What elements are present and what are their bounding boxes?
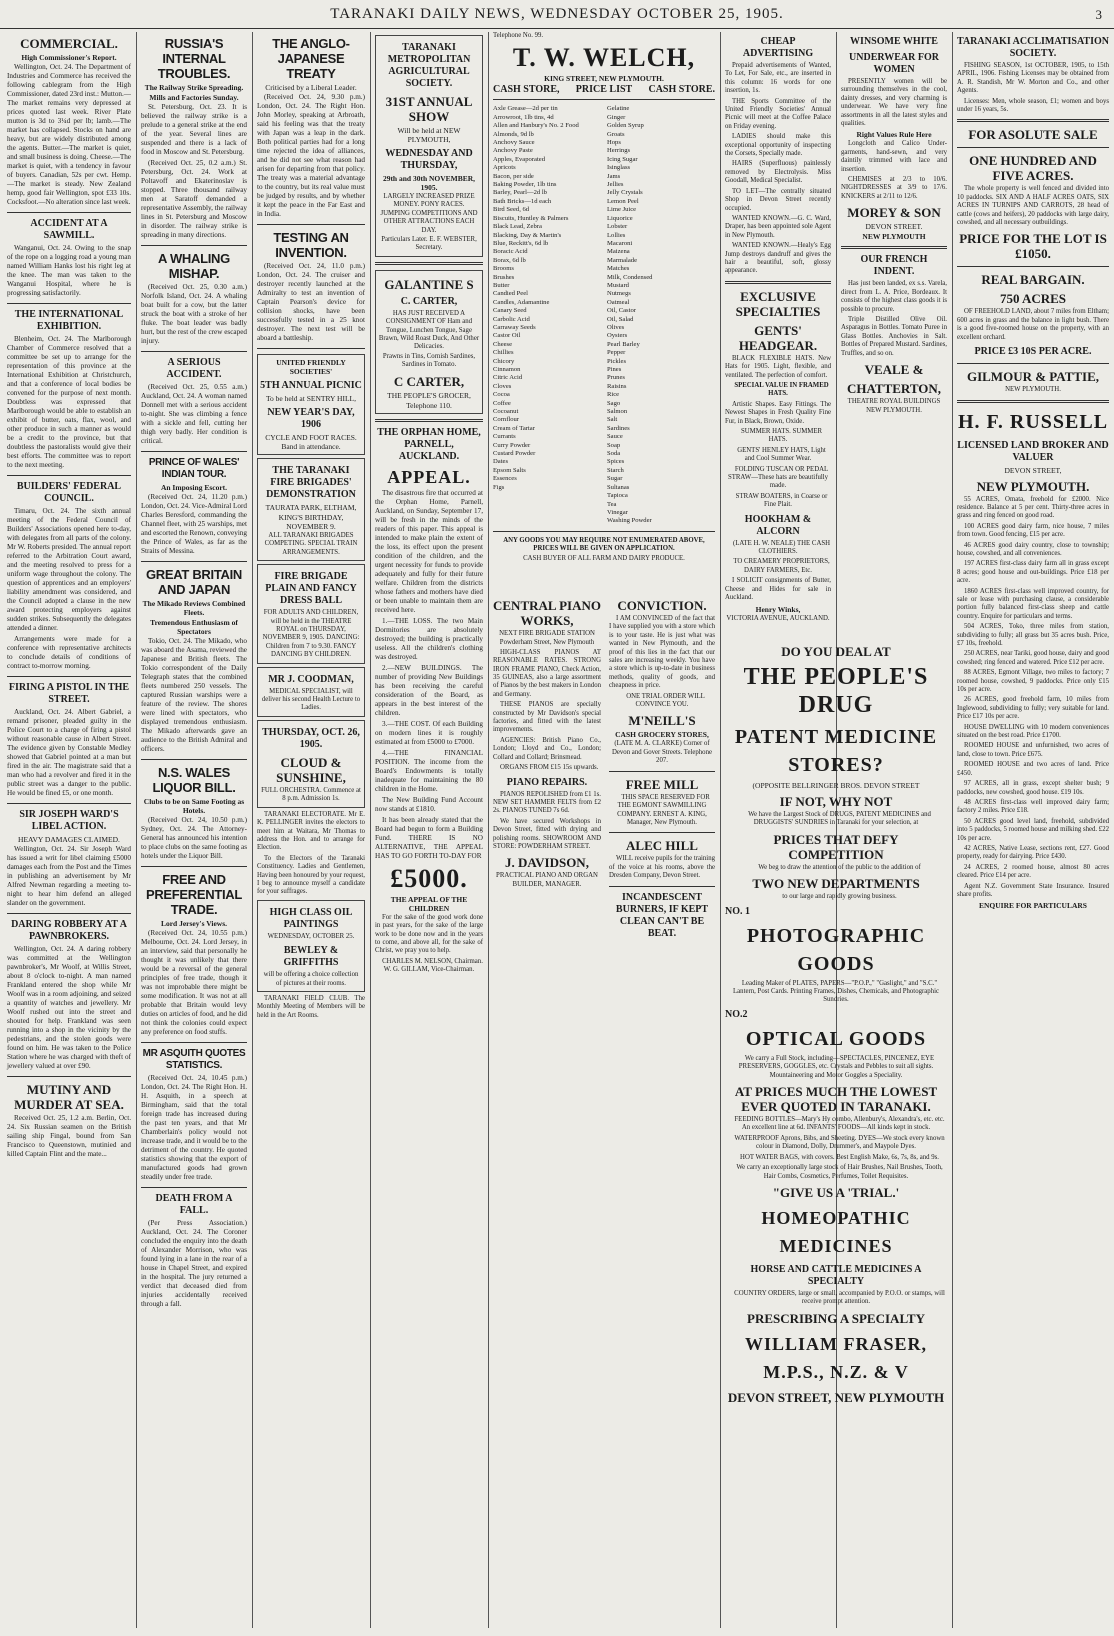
enquire-particulars: ENQUIRE FOR PARTICULARS [979, 901, 1087, 911]
acclimatisation-society: TARANAKI ACCLIMATISATION SOCIETY. [957, 36, 1109, 59]
veale: VEALE & [864, 361, 924, 377]
heading-invention: TESTING AN INVENTION. [273, 230, 349, 260]
land-broker: LICENSED LAND BROKER AND VALUER [957, 439, 1109, 463]
drug-no2: NO.2 [725, 1008, 748, 1020]
drug-two-departments: TWO NEW DEPARTMENTS [752, 876, 920, 892]
welch-phone: Telephone No. 99. [493, 32, 544, 39]
subheading-escort: An Imposing Escort. [160, 483, 228, 492]
ad-fire-brigades: THE TARANAKI FIRE BRIGADES' DEMONSTRATION TAURATA PARK, ELTHAM, KING'S BIRTHDAY, NOVEMBER 9. ALL TARANAKI BRIGADES COMPETING. SPECIAL TRAIN ARRANGEMENTS. [257, 458, 365, 561]
heading-robbery: DARING ROBBERY AT A PAWNBROKERS. [11, 919, 127, 942]
drug-homeopathic: HOMEOPATHIC MEDICINES [761, 1207, 911, 1256]
ad-oil-paintings-title: HIGH CLASS OIL PAINTINGS [269, 906, 353, 930]
drug-peoples-drug: THE PEOPLE'S DRUG [743, 664, 929, 718]
column-5b-left: CENTRAL PIANO WORKS, NEXT FIRE BRIGADE STATION Powderham Street, New Plymouth HIGH-CLASS PIANOS AT REASONABLE RATES. STRONG IRON FRAME PIANO, Check Action, 35 GUINEAS, also a large assortment of Pianos by the best makers in London and Germany. THESE PIANOS are specially constructed by Mr Davidson's special factories, and fitted with the latest improvements. AGENCIES: British Piano Co., London; Lloyd and Co., London; Collard and Collard; Brinsmead. ORGANS FROM £15 15s upwards. PIANO REPAIRS. PIANOS REPOLISHED from £1 1s. NEW SET HAMMER FELTS from £2 2s. PIANOS TUNED 7s 6d. We have secured Workshops in Devon Street, fitted with drying and polishing rooms. SHOWROOM AND STORE: POWDERHAM STREET. J. DAVIDSON, PRACTICAL PIANO AND ORGAN BUILDER, MANAGER. [493, 598, 601, 888]
drug-trial: "GIVE US A 'TRIAL.' [772, 1184, 900, 1200]
drug-fraser: WILLIAM FRASER, M.P.S., N.Z. & V [744, 1333, 928, 1382]
column-3: THE ANGLO-JAPANESE TREATY Criticised by a Liberal Leader. (Received Oct. 24, 9.30 p.m.) London, Oct. 24. The Right Hon. John Morley, speaking at Arbroath, said his feeling was that the treaty with Japan was a leap in the dark. Both political parties had for a long time rejected the idea of alliances, and he did not see what reason had arisen for departing from that policy. The treaty was a material advantage to the country, but its real value must be judged by results, and by whether it kept the peace in the Far East and in India. TESTING AN INVENTION. (Received Oct. 24, 11.0 p.m.) London, Oct. 24. The cruiser and destroyer recently launched at the Admiralty to test an invention of Captain Pearson's device for collision shocks, have been successfully tested in a 25 knot destroyer. The next test will be aboard a battleship. UNITED FRIENDLY SOCIETIES' 5TH ANNUAL PICNIC To be held at SENTRY HILL, NEW YEAR'S DAY, 1906 CYCLE AND FOOT RACES. Band in attendance. THE TARANAKI FIRE BRIGADES' DEMONSTRATION TAURATA PARK, ELTHAM, KING'S BIRTHDAY, NOVEMBER 9. ALL TARANAKI BRIGADES COMPETING. SPECIAL TRAIN ARRANGEMENTS. FIRE BRIGADE PLAIN AND FANCY DRESS BALL FOR ADULTS AND CHILDREN, will be held in the THEATRE ROYAL on THURSDAY, NOVEMBER 9, 1905. DANCING: Children from 7 to 9.30. FANCY DANCING BY CHILDREN. MR J. COODMAN, MEDICAL SPECIALIST, will deliver his second Health Lecture to Ladies. THURSDAY, OCT. 26, 1905. CLOUD & SUNSHINE, FULL ORCHESTRA. Commence at 8 p.m. Admission 1s. TARANAKI ELECTORATE. Mr E. K. PELLINGER invites the electors to meet him at Waitara, Mr Thomas to address the Hon. and to arrange for Election. To the Electors of the Taranaki Constituency. Ladies and Gentlemen, Having been honoured by your request, I beg to announce myself a candidate for your suffrages. HIGH CLASS OIL PAINTINGS WEDNESDAY, OCTOBER 25. BEWLEY & GRIFFITHS will be offering a choice collection of pictures at their rooms. TARANAKI FIELD CLUB. The Monthly Meeting of Members will be held in the Art Rooms. [257, 36, 365, 1019]
chatterton: CHATTERTON, [846, 380, 942, 396]
heading-appeal: APPEAL. [387, 466, 471, 487]
right-values: Right Values Rule Here [856, 130, 932, 140]
piano-works-location: NEXT FIRE BRIGADE STATION [499, 630, 595, 637]
heading-builders: BUILDERS' FEDERAL COUNCIL. [16, 481, 122, 504]
newspaper-title: TARANAKI DAILY NEWS, WEDNESDAY OCTOBER 25, 1905. [330, 6, 784, 22]
column-rule [720, 32, 721, 1628]
drug-devon-street: DEVON STREET, NEW PLYMOUTH [727, 1389, 945, 1405]
piano-repairs: PIANO REPAIRS. [506, 776, 588, 788]
hf-russell: H. F. RUSSELL [957, 410, 1109, 433]
drug-opposite: (OPPOSITE BELLRINGER BROS. DEVON STREET [752, 781, 920, 790]
ad-cantata-date: THURSDAY, OCT. 26, 1905. [262, 726, 360, 750]
for-absolute-sale: FOR ASOLUTE SALE [968, 127, 1098, 143]
heading-commercial: COMMERCIAL. [20, 36, 118, 51]
gents-headgear: GENTS' HEADGEAR. [738, 322, 818, 353]
ad-peoples-drug: DO YOU DEAL AT THE PEOPLE'S DRUG PATENT MEDICINE STORES? (OPPOSITE BELLRINGER BROS. DEVON STREET IF NOT, WHY NOT We have the Largest Stock of DRUGS, PATENT MEDICINES and DRUGGISTS' SUNDRIES in Taranaki for your selection, at PRICES THAT DEFY COMPETITION We beg to draw the attention of the public to the addition of TWO NEW DEPARTMENTS to our large and rapidly growing business. NO. 1 PHOTOGRAPHIC GOODS Leading Maker of PLATES, PAPERS—"P.O.P.," "Gaslight," and "S.C." Lantern, Post Cards. Printing Frames, Dishes, Chemicals, and Photographic Sundries. NO.2 OPTICAL GOODS We carry a Full Stock, including—SPECTACLES, PINCENEZ, EYE PRESERVERS, GOGGLES, etc. Crystals and Pebbles to suit all sights. Mountaineering and Motor Goggles a Speciality. AT PRICES MUCH THE LOWEST EVER QUOTED IN TARANAKI. FEEDING BOTTLES—Mary's Hy combo, Allenbury's, Alexandra's, etc. etc. An excellent line at 6d. INFANTS' FOODS—All kinds kept in stock. WATERPROOF Aprons, Bibs, and Sheeting. DYES—We stock every known colour in Diamond, Dolly, Drummer's, and Maypole Dyes. HOT WATER BAGS, with covers. Best English Make, 6s, 7s, 8s, and 9s. We carry an exceptionally large stock of Hair Brushes, Nail Brushes, Tooth, Hair Combs, Cosmetics, Perfumes, Toilet Requisites. "GIVE US A 'TRIAL.' HOMEOPATHIC MEDICINES HORSE AND CATTLE MEDICINES A SPECIALTY COUNTRY ORDERS, large or small, accompanied by P.O.O. or stamps, will receive prompt attention. PRESCRIBING A SPECIALTY WILLIAM FRASER, M.P.S., N.Z. & V DEVON STREET, NEW PLYMOUTH [722, 640, 950, 1628]
drug-patent-medicine: PATENT MEDICINE STORES? [734, 726, 938, 776]
heading-britain-japan: GREAT BRITAIN AND JAPAN [146, 567, 242, 597]
ad-galantines: GALANTINE S [384, 276, 474, 292]
ad-ball-title: FIRE BRIGADE PLAIN AND FANCY DRESS BALL [265, 571, 357, 607]
heading-russia: RUSSIA'S INTERNAL TROUBLES. [157, 36, 231, 81]
column-1: COMMERCIAL. High Commissioner's Report. Wellington, Oct. 24. The Department of Industries and Commerce has received the following cablegram from the High Commissioner, dated 23rd inst.: Mutton.—The market remains very depressed at prices quoted last week. River Plate mutton is 3d to 3¼d per lb; lamb.—The market has collapsed. Stocks on hand are heavy, but are widely distributed among the agents. Butter.—The market is quiet, and small business is doing. Cheese.—The market is quiet, with a tendency in favour of buyers. Canadian, 52s per cwt. Hemp.—The market is steady. New Zealand hemp, good fair Wellington, spot £33 10s. Cocksfoot.—No alteration since last week. ACCIDENT AT A SAWMILL. Wanganui, Oct. 24. Owing to the snap of the rope on a logging road a young man named William Hanks lost his right leg at the knee. The man was taken to the Wanganui Hospital, where he is progressing satisfactorily. THE INTERNATIONAL EXHIBITION. Blenheim, Oct. 24. The Marlborough Chamber of Commerce resolved that a committee be set up to arrange for the representation of this province at the International Exhibition at Christchurch, and that a conference of local bodies be convened for the purpose of next month. Doubtless was expressed that Marlborough would be able to establish an exhibit of butter, oats, flax, wool, and other produce in such a manner as would be a credit to the province, but that doubtless the pastoralists would give their best efforts. The committee was to report to the next meeting. BUILDERS' FEDERAL COUNCIL. Timaru, Oct. 24. The sixth annual meeting of the Federal Council of Builders' Associations opened here to-day, with delegates from all parts of the colony. Mr W. Roberts presided. The annual report referred to the Arbitration Court award, and the meeting resolved to press for a uniform wage throughout the colony. The question of apprentices and an employers' liability amendment was considered, and the Council adopted a clause in the new award protecting employers against sudden strikes. Subsequently the delegates attended a dinner. Arrangements were made for a conference with representative architects to conclude details of conditions of contract to-morrow morning. FIRING A PISTOL IN THE STREET. Auckland, Oct. 24. Albert Gabriel, a remand prisoner, pleaded guilty in the Police Court to a charge of firing a pistol without reasonable cause in Albert Street. The evidence given by Constable Medley showed that Gabriel pointed at a man but fired in the air. The magistrate said that a man who had a revolver and fired it in the public street was a danger to the public. He would be fined £5, or one month. SIR JOSEPH WARD'S LIBEL ACTION. HEAVY DAMAGES CLAIMED. Wellington, Oct. 24. Sir Joseph Ward has issued a writ for libel claiming £5000 damages each from the Post and the Times in publishing an advertisement by Mr Alfred Newman regarding a meeting to-night to hear him defend an alleged slander on the government. DARING ROBBERY AT A PAWNBROKERS. Wellington, Oct. 24. A daring robbery was committed at the Wellington pawnbroker's, Mr Woolf, at Willis Street, about 8 o'clock to-night. A man named Frankland entered the shop while Mr Woolf was in a room adjoining, and seized a quantity of watches and jewellery. Mr Woolf rushed out into the street and shouted for help. Frankland was seen running into a shop in the vicinity by the pedestrians, and the stolen goods were found on him. He was taken to the Police Station where he was charged with theft of jewellery valued at over £90. MUTINY AND MURDER AT SEA. Received Oct. 25, 1.2 a.m. Berlin, Oct. 24. Six Russian seamen on the British sailing ship Fingal, bound from San Francisco to Queenstown, mutinied and killed Captain Flint and the mate... [7, 36, 131, 1158]
exclusive-specialties: EXCLUSIVE SPECIALTIES [735, 288, 821, 319]
column-rule [370, 32, 371, 1628]
ad-friendly-societies-title: UNITED FRIENDLY SOCIETIES' [276, 358, 346, 376]
subheading-clubs: Clubs to be on Same Footing as Hotels. [143, 797, 245, 815]
ad-coodman: MR J. COODMAN, MEDICAL SPECIALIST, will deliver his second Health Lecture to Ladies. [257, 667, 365, 717]
price-lot: PRICE FOR THE LOT IS £1050. [959, 231, 1107, 262]
ad-carter-name-2: C CARTER, [393, 373, 465, 389]
masthead [0, 0, 1114, 29]
drug-horse-cattle: HORSE AND CATTLE MEDICINES A SPECIALTY [750, 1263, 922, 1287]
ad-cantata: THURSDAY, OCT. 26, 1905. CLOUD & SUNSHINE, FULL ORCHESTRA. Commence at 8 p.m. Admission 1s. [257, 720, 365, 808]
heading-whaling: A WHALING MISHAP. [158, 251, 230, 281]
column-6: CHEAP ADVERTISING Prepaid advertisements of Wanted, To Let, For Sale, etc., are inserted in this column: 16 words for one insertion, 1s. THE Sports Committee of the United Friendly Societies' Annual Picnic will meet at the Coffee Palace on Friday evening. LADIES should make this exceptional opportunity of inspecting the Corsets, Specially made. HAIRS (Superfluous) painlessly removed by Electrolysis. Miss Goodall, Medical Specialist. TO LET—The centrally situated Shop in Devon Street recently occupied. WANTED KNOWN.—G. C. Ward, Draper, has been appointed sole Agent in New Plymouth. WANTED KNOWN.—Healy's Egg Jump destroys dandruff and gives the hair a beautiful, soft, glossy appearance. EXCLUSIVE SPECIALTIES GENTS' HEADGEAR. BLACK FLEXIBLE HATS. New Hats for 1905. Light, flexible, and ventilated. The perfection of comfort. SPECIAL VALUE IN FRAMED HATS. Artistic Shapes. Easy Fittings. The Newest Shapes in Fresh Quality Fine Fur, in Black, Brown, Oxide. SUMMER HATS. SUMMER HATS. GENTS' HENLEY HATS, Light and Cool Summer Wear. FOLDING TUSCAN OR PEDAL STRAW—These hats are beautifully made. STRAW BOATERS, in Coarse or Fine Plait. HOOKHAM & ALCORN (LATE H. W. NEALE) THE CASH CLOTHIERS. TO CREAMERY PROPRIETORS, DAIRY FARMERS, Etc. I SOLICIT consignments of Butter, Cheese and Hides for sale in Auckland. Henry Winks, VICTORIA AVENUE, AUCKLAND. [725, 36, 831, 622]
hookham-alcorn: HOOKHAM & ALCORN [744, 513, 812, 537]
russell-street: DEVON STREET, [1004, 465, 1062, 475]
conviction-title: CONVICTION. [617, 598, 707, 613]
subheading-railway-strike: The Railway Strike Spreading. [144, 83, 244, 92]
drug-prescribing: PRESCRIBING A SPECIALTY [747, 1310, 925, 1326]
ad-oil-paintings: HIGH CLASS OIL PAINTINGS WEDNESDAY, OCTOBER 25. BEWLEY & GRIFFITHS will be offering a choice collection of pictures at their rooms. [257, 900, 365, 992]
heading-pistol: FIRING A PISTOL IN THE STREET. [8, 682, 130, 705]
appeal-children: THE APPEAL OF THE CHILDREN [390, 894, 468, 913]
morey-son: MOREY & SON [847, 205, 941, 221]
french-indent: OUR FRENCH INDENT. [860, 254, 928, 278]
gilmour-town: NEW PLYMOUTH. [1005, 386, 1061, 394]
column-rule [136, 32, 137, 1628]
column-7: WINSOME WHITE UNDERWEAR FOR WOMEN PRESENTLY women will be surrounding themselves in the cool, dainty dresses, and very charming is underwear. We have very fine assortments in all the latest styles and qualities. Right Values Rule Here Longcloth and Calico Under-garments, hand-sewn, and very daintily trimmed with lace and insertion. CHEMISES at 2/3 to 10/6. NIGHTDRESSES at 3/9 to 17/6. KNICKERS at 2/11 to 12/6. MOREY & SON DEVON STREET. NEW PLYMOUTH OUR FRENCH INDENT. Has just been landed, ex s.s. Varela, direct from L. A. Price, Bordeaux. It consists of the highest class goods it is possible to procure. Triple Distilled Olive Oil. Asparagus in Bottles. Tomato Puree in Glass Bottles. Anchovies in Salt. Bottles of Prepared Mustard. Sardines, Truffles, and so on. VEALE & CHATTERTON, THEATRE ROYAL BUILDINGS NEW PLYMOUTH. [841, 36, 947, 415]
column-8: TARANAKI ACCLIMATISATION SOCIETY. FISHING SEASON, 1st OCTOBER, 1905, to 15th APRIL, 1906. Fishing Licenses may be obtained from A. R. Standish, Mr W. Morton and Co., and other Agents. Licenses: Men, whole season, £1; women and boys under 16 years, 5s. FOR ASOLUTE SALE ONE HUNDRED AND FIVE ACRES. The whole property is well fenced and divided into 10 paddocks. SIX AND A HALF ACRES OATS, SIX ACRES IN TURNIPS AND CARROTS, 28 head of cattle (cows and heifers), 20 paddocks with large dairy, cowshed, and all necessary outbuildings. PRICE FOR THE LOT IS £1050. REAL BARGAIN. 750 ACRES OF FREEHOLD LAND, about 7 miles from Eltham; 600 acres in grass and the balance in light bush. There is a good five-roomed house on the property, with an excellent orchard. PRICE £3 10S PER ACRE. GILMOUR & PATTIE, NEW PLYMOUTH. H. F. RUSSELL LICENSED LAND BROKER AND VALUER DEVON STREET, NEW PLYMOUTH. 55 ACRES, Omata, freehold for £2000. Nice residence. Balance at 5 per cent. Thirty-three acres in grass and ring fenced on good road. 100 ACRES good dairy farm, nice house, 7 miles from town. Good fencing, £15 per acre. 46 ACRES good dairy country, close to township; house, cowshed, and all conveniences. 197 ACRES first-class dairy farm all in grass except 8 acres; good house and out-buildings. Price £18 per acre. 1860 ACRES first-class well improved country, for sale or lease with purchasing clause, a considerable portion fully balanced first-class sheep and cattle country. Enquire for particulars and terms. 504 ACRES, Toko, three miles from station, subdividing to fully; all grass but 35 acres bush. Price, £7 10s, freehold. 250 ACRES, near Tariki, good house, dairy and good cowshed; ring fenced and watered. Price £12 per acre. 88 ACRES, Egmont Village, two miles to factory; 7 roomed house, cowshed, 9 paddocks. Price only £15 10s per acre. 26 ACRES, good freehold farm, 10 miles from Inglewood, subdividing to fully; very suitable for land. Price £17 10s per acre. HOUSE DWELLING with 10 modern conveniences situated on the best road. Price £1700. ROOMED HOUSE and unfurnished, two acres of land, close to town. Price £675. ROOMED HOUSE and two acres of land. Price £450. 97 ACRES, all in grass, except shelter bush; 9 paddocks, new cowshed, good house. £19 10s. 48 ACRES first-class well improved dairy farm; factory 2 miles. Price £18. 50 ACRES good level land, freehold, subdivided into 5 paddocks, 5 roomed house and milking shed. £22 10s per acre. 42 ACRES, Native Lease, sections rent, £27. Good property, ready for dairying. Price £430. 24 ACRES, 2 roomed house, almost 80 acres cleared. Price £14 per acre. Agent N.Z. Government State Insurance. Insured share profits. ENQUIRE FOR PARTICULARS [957, 36, 1109, 911]
morey-town: NEW PLYMOUTH [862, 232, 926, 242]
column-5b-right: CONVICTION. I AM CONVINCED of the fact that I have supplied you with a store which is to your taste. He is just what was wanted in New Plymouth, and the proof of this lies in the fact that our sales are increasing weekly. You have a store which is up-to-date in business methods, quality of goods, and cheapness in price. ONE TRIAL ORDER WILL CONVINCE YOU. M'NEILL'S CASH GROCERY STORES, (LATE M. A. CLARKE) Corner of Devon and Gover Streets. Telephone 207. FREE MILL THIS SPACE RESERVED FOR THE EGMONT SAWMILLING COMPANY. ERNEST A. KING, Manager, New Plymouth. ALEC HILL WILL receive pupils for the training of the voice at his rooms, above the Dresden Company, Devon Street. INCANDESCENT BURNERS, IF KEPT CLEAN CAN'T BE BEAT. [609, 598, 715, 939]
drug-prices: PRICES THAT DEFY COMPETITION [773, 831, 899, 862]
ad-new-year: NEW YEAR'S DAY, 1906 [267, 407, 355, 430]
ad-peoples-grocer: THE PEOPLE'S GROCER, [387, 390, 471, 400]
ad-picnic: 5TH ANNUAL PICNIC [260, 380, 362, 391]
underwear-women: UNDERWEAR FOR WOMEN [849, 52, 939, 75]
appeal-amount: £5000. [390, 863, 468, 893]
heading-free-trade: FREE AND PREFERENTIAL TRADE. [145, 872, 243, 917]
welch-street: KING STREET, NEW PLYMOUTH. [544, 74, 664, 84]
ad-friendly-societies: UNITED FRIENDLY SOCIETIES' 5TH ANNUAL PICNIC To be held at SENTRY HILL, NEW YEAR'S DAY, 1906 CYCLE AND FOOT RACES. Band in attendance. [257, 354, 365, 455]
ad-show-society: TARANAKI METROPOLITAN AGRICULTURAL SOCIETY. [387, 42, 471, 89]
column-rule [252, 32, 253, 1628]
subheading-enthusiasm: Tremendous Enthusiasm of Spectators [150, 618, 238, 636]
drug-optical: OPTICAL GOODS [745, 1027, 927, 1050]
ad-show-days: WEDNESDAY AND THURSDAY, [385, 148, 473, 171]
piano-works-title: CENTRAL PIANO WORKS, [493, 598, 601, 628]
drug-if-not: IF NOT, WHY NOT [779, 794, 893, 809]
mneills-stores: CASH GROCERY STORES, [615, 730, 709, 740]
ad-cantata-title: CLOUD & SUNSHINE, [276, 754, 346, 785]
subheading-liberal-leader: Criticised by a Liberal Leader. [265, 83, 357, 92]
heading-serious-accident: A SERIOUS ACCIDENT. [166, 357, 222, 380]
subheading-lord-jersey: Lord Jersey's Views. [160, 919, 228, 928]
welch-footer-1: ANY GOODS YOU MAY REQUIRE NOT ENUMERATED ABOVE, PRICES WILL BE GIVEN ON APPLICATION. [503, 536, 705, 553]
subheading-mills: Mills and Factories Sunday. [149, 93, 239, 102]
ad-show-title: 31ST ANNUAL SHOW [385, 94, 473, 124]
welch-price-list: PRICE LIST [575, 84, 633, 96]
drug-do-you-deal: DO YOU DEAL AT [781, 644, 891, 659]
ad-carter-name: C. CARTER, [400, 295, 458, 307]
victoria-avenue: VICTORIA AVENUE, AUCKLAND. [726, 614, 830, 622]
subheading-high-commissioner: High Commissioner's Report. [21, 53, 117, 62]
one-hundred-five-acres: ONE HUNDRED AND FIVE ACRES. [969, 153, 1097, 184]
welch-cash-store-2: CASH STORE. [648, 84, 715, 96]
ad-carter-phone: Telephone 110. [406, 400, 452, 410]
heading-prince-tour: PRINCE OF WALES' INDIAN TOUR. [148, 457, 240, 480]
morey-street: DEVON STREET. [865, 222, 923, 232]
heading-mutiny: MUTINY AND MURDER AT SEA. [14, 1082, 124, 1112]
heading-asquith: MR ASQUITH QUOTES STATISTICS. [142, 1048, 246, 1071]
veale-town: NEW PLYMOUTH. [866, 407, 922, 415]
column-rule [488, 32, 489, 1628]
column-5-welch [490, 32, 718, 602]
gilmour-pattie: GILMOUR & PATTIE, [966, 369, 1100, 385]
ad-agricultural-show: TARANAKI METROPOLITAN AGRICULTURAL SOCIETY. 31ST ANNUAL SHOW Will be held at NEW PLYMOUTH, WEDNESDAY AND THURSDAY, 29th and 30th NOVEMBER, 1905. LARGELY INCREASED PRIZE MONEY. PONY RACES. JUMPING COMPETITIONS AND OTHER ATTRACTIONS EACH DAY. Particulars Later. E. F. WEBSTER, Secretary. [375, 35, 483, 257]
theatre-royal-buildings: THEATRE ROYAL BUILDINGS [847, 397, 941, 405]
drug-no1: NO. 1 [725, 905, 750, 917]
piano-works-street: Powderham Street, New Plymouth [499, 639, 595, 647]
ad-show-dates: 29th and 30th NOVEMBER, 1905. [382, 174, 476, 192]
henry-winks: Henry Winks, [755, 604, 801, 614]
heading-sawmill: ACCIDENT AT A SAWMILL. [30, 218, 108, 241]
ad-carter: GALANTINE S C. CARTER, HAS JUST RECEIVED A CONSIGNMENT OF Ham and Tongue, Lunchen Tongue, Sage Brawn, Wild Roast Duck, And Other Delicacies. Prawns in Tins, Cornish Sardines, Sardines in Tomato. C CARTER, THE PEOPLE'S GROCER, Telephone 110. [375, 270, 483, 414]
seven-fifty-acres: 750 ACRES [999, 291, 1067, 307]
subheading-mikado: The Mikado Reviews Combined Fleets. [142, 599, 246, 617]
drug-photographic: PHOTOGRAPHIC GOODS [746, 924, 926, 975]
price-per-acre: PRICE £3 10S PER ACRE. [974, 346, 1092, 358]
ad-bewley-griffiths: BEWLEY & GRIFFITHS [283, 945, 339, 969]
cheap-advertising: CHEAP ADVERTISING [742, 36, 814, 59]
heading-orphan-home: THE ORPHAN HOME, PARNELL, AUCKLAND. [377, 426, 481, 462]
heading-death-fall: DEATH FROM A FALL. [155, 1193, 233, 1216]
heading-libel: SIR JOSEPH WARD'S LIBEL ACTION. [19, 809, 119, 832]
ad-taurata-park: TAURATA PARK, ELTHAM, [265, 503, 357, 512]
davidson-name: J. DAVIDSON, [505, 855, 589, 871]
page-number: 3 [1095, 7, 1102, 22]
free-mill: FREE MILL [625, 776, 699, 792]
mneills-name: M'NEILL'S [628, 713, 696, 729]
welch-price-columns: Axle Grease—2d per tin Arrowroot, 1lb tins, 4d Allen and Hanbury's No. 2 Food Almonds, 9d lb Anchovy Sauce Anchovy Paste Apples, Evaporated Apricots Bacon, per side Baking Powder, 1lb tins Barley, Pearl—2d lb Bath Bricks—1d each Bird Seed, 6d Biscuits, Huntley & Palmers Black Lead, Zebra Blacking, Day & Martin's Blue, Reckitt's, 6d lb Boracic Acid Borax, 6d lb Brooms Brushes Butter Candied Peel Candles, Adamantine Canary Seed Carbolic Acid Carraway Seeds Castor Oil Cheese Chillies Chicory Cinnamon Citric Acid Cloves Cocoa Coffee Cocoanut Cornflour Cream of Tartar Currants Curry Powder Custard Powder Dates Epsom Salts Essences Figs Gelatine Ginger Golden Syrup Groats Hops Herrings Icing Sugar Isinglass Jams Jellies Jelly Crystals Lemon Peel Lime Juice Liquorice Lobster Lollies Macaroni Maizena Marmalade Matches Milk, Condensed Mustard Nutmegs Oatmeal Oil, Castor Oil, Salad Olives Oysters Pearl Barley Pepper Pickles Pines Prunes Raisins Rice Sago Salmon Salt Sardines Sauce Soap Soda Spices Starch Sugar Sultanas Tapioca Tea Vinegar Washing Powder [493, 105, 653, 525]
real-bargain: REAL BARGAIN. [981, 272, 1085, 288]
subheading-damages: HEAVY DAMAGES CLAIMED. [18, 835, 120, 844]
incandescent-burners: INCANDESCENT BURNERS, IF KEPT CLEAN CAN'T BE BEAT. [615, 891, 709, 939]
russell-town: NEW PLYMOUTH. [976, 478, 1090, 494]
alec-hill: ALEC HILL [626, 838, 698, 854]
column-4: TARANAKI METROPOLITAN AGRICULTURAL SOCIETY. 31ST ANNUAL SHOW Will be held at NEW PLYMOUTH, WEDNESDAY AND THURSDAY, 29th and 30th NOVEMBER, 1905. LARGELY INCREASED PRIZE MONEY. PONY RACES. JUMPING COMPETITIONS AND OTHER ATTRACTIONS EACH DAY. Particulars Later. E. F. WEBSTER, Secretary. GALANTINE S C. CARTER, HAS JUST RECEIVED A CONSIGNMENT OF Ham and Tongue, Lunchen Tongue, Sage Brawn, Wild Roast Duck, And Other Delicacies. Prawns in Tins, Cornish Sardines, Sardines in Tomato. C CARTER, THE PEOPLE'S GROCER, Telephone 110. THE ORPHAN HOME, PARNELL, AUCKLAND. APPEAL. The disastrous fire that occurred at the Orphan Home, Parnell, Auckland, on Sunday, September 17, will be fresh in the minds of the readers of this paper. This appeal is intended to make plain the extent of the loss, its effect upon the present condition of the children, and the urgent necessity for funds to provide adequately and fully for their future welfare. Children from the districts whose fathers and mothers have died or been unable to maintain them are received here. 1.—THE LOSS. The two Main Dormitories are absolutely destroyed; the building is practically useless. All the children's clothing was destroyed. 2.—NEW BUILDINGS. The number of providing New Buildings has been receiving the careful consideration of the Board, as appears in the best interest of the children. 3.—THE COST. Of each Building on modern lines it is roughly estimated at from £5000 to £7000. 4.—THE FINANCIAL POSITION. The income from the Board's Endowments is totally inadequate for maintaining the 80 children in the Home. The New Building Fund Account now stands at £1810. It has been already stated that the Board had begun to form a Building Fund. THERE IS NO ALTERNATIVE, THE APPEAL HAS TO GO FORTH TO-DAY FOR £5000. THE APPEAL OF THE CHILDREN For the sake of the good work done in past years, for the sake of the large work to be done now and in the years to come, and above all, for the sake of Christ, we pray you to help. CHARLES M. NELSON, Chairman. W. G. GILLAM, Vice-Chairman. [372, 32, 486, 1628]
heading-exhibition: THE INTERNATIONAL EXHIBITION. [14, 309, 124, 332]
ad-coodman-title: MR J. COODMAN, [268, 673, 354, 685]
column-rule [952, 32, 953, 1628]
welch-name: T. W. WELCH, [512, 43, 696, 73]
welch-cash-store-1: CASH STORE, [493, 84, 560, 96]
ad-fire-brigade-ball: FIRE BRIGADE PLAIN AND FANCY DRESS BALL FOR ADULTS AND CHILDREN, will be held in the THEATRE ROYAL on THURSDAY, NOVEMBER 9, 1905. DANCING: Children from 7 to 9.30. FANCY DANCING BY CHILDREN. [257, 564, 365, 663]
column-2: RUSSIA'S INTERNAL TROUBLES. The Railway Strike Spreading. Mills and Factories Sunday. St. Petersburg, Oct. 23. It is believed the railway strike is a prelude to a general strike at the end of the year. Several lines are suspended and there is a lack of food in Moscow and St. Petersburg. (Received Oct. 25, 0.2 a.m.) St. Petersburg, Oct. 24. Work at Poltavoff and Ekaterinoslav is stopped. Three thousand railway men at Saratoff demanded a representative Assembly, the railway lines in St. Petersburg and Moscow in disorder. The railway strike is spreading in many directions. A WHALING MISHAP. (Received Oct. 25, 0.30 a.m.) Norfolk Island, Oct. 24. A whaling boat built for a cow, but the latter struck the boat with a stroke of her fluke. The boat leader was badly hurt, but the rest of the crew escaped injury. A SERIOUS ACCIDENT. (Received Oct. 25, 0.55 a.m.) Auckland, Oct. 24. A woman named Donnell met with a serious accident to-night. She was climbing a fence with a sickle and fell, cutting her thigh very badly. Her condition is critical. PRINCE OF WALES' INDIAN TOUR. An Imposing Escort. (Received Oct. 24, 11.20 p.m.) London, Oct. 24. Vice-Admiral Lord Charles Beresford, commanding the Channel fleet, with 25 warships, met and escorted the Renown, conveying the Prince of Wales, as far as the Straits of Messina. GREAT BRITAIN AND JAPAN The Mikado Reviews Combined Fleets. Tremendous Enthusiasm of Spectators Tokio, Oct. 24. The Mikado, who was aboard the Asama, reviewed the Japanese and British fleets. The Tokio correspondent of the Daily Telegraph states that the combined fleets numbered 250 vessels. The captured Russian warships were a feature of the review. The shores were lined with spectators, who displayed tremendous enthusiasm. The Mikado afterwards gave an audience to the British Admiral and officers. N.S. WALES LIQUOR BILL. Clubs to be on Same Footing as Hotels. (Received Oct. 24, 10.50 p.m.) Sydney, Oct. 24. The Attorney-General has announced his intention to place clubs on the same footing as hotels under the Liquor Bill. FREE AND PREFERENTIAL TRADE. Lord Jersey's Views. (Received Oct. 24, 10.55 p.m.) Melbourne, Oct. 24. Lord Jersey, in an interview, said that personally he thought it was unlikely that there would be a reversal of the general principles of free trade, though it was not improbable there might be some modification. It was not at all probable that Britain would levy duties on articles of food, and he did not think the colonies could expect any preference on food stuffs. MR ASQUITH QUOTES STATISTICS. (Received Oct. 24, 10.45 p.m.) London, Oct. 24. The Right Hon. H. H. Asquith, in a speech at Birmingham, said that the total foreign trade has increased during the past ten years, and that Mr Chamberlain's policy would not increase trade, and it would be to the detriment of the country. He quoted statistics showing that the export of manufactured goods had grown steadily under free trade. DEATH FROM A FALL. (Per Press Association.) Auckland, Oct. 24. The Coroner concluded the enquiry into the death of Alexander Morrison, who was found lying in a lane in the rear of a house in Chapel Street, and expired in the hospital. The jury returned a verdict that deceased died from injuries accidentally received through a fall. [141, 36, 247, 1308]
heading-nsw-liquor: N.S. WALES LIQUOR BILL. [152, 765, 236, 795]
drug-lowest-prices: AT PRICES MUCH THE LOWEST EVER QUOTED IN TARANAKI. [734, 1084, 938, 1115]
heading-anglo-japanese: THE ANGLO-JAPANESE TREATY [272, 36, 350, 81]
welch-footer-2: CASH BUYER OF ALL FARM AND DAIRY PRODUCE. [523, 554, 685, 562]
winsome-white: WINSOME WHITE [850, 36, 938, 47]
ad-fire-brigades-title: THE TARANAKI FIRE BRIGADES' DEMONSTRATION [266, 465, 356, 500]
